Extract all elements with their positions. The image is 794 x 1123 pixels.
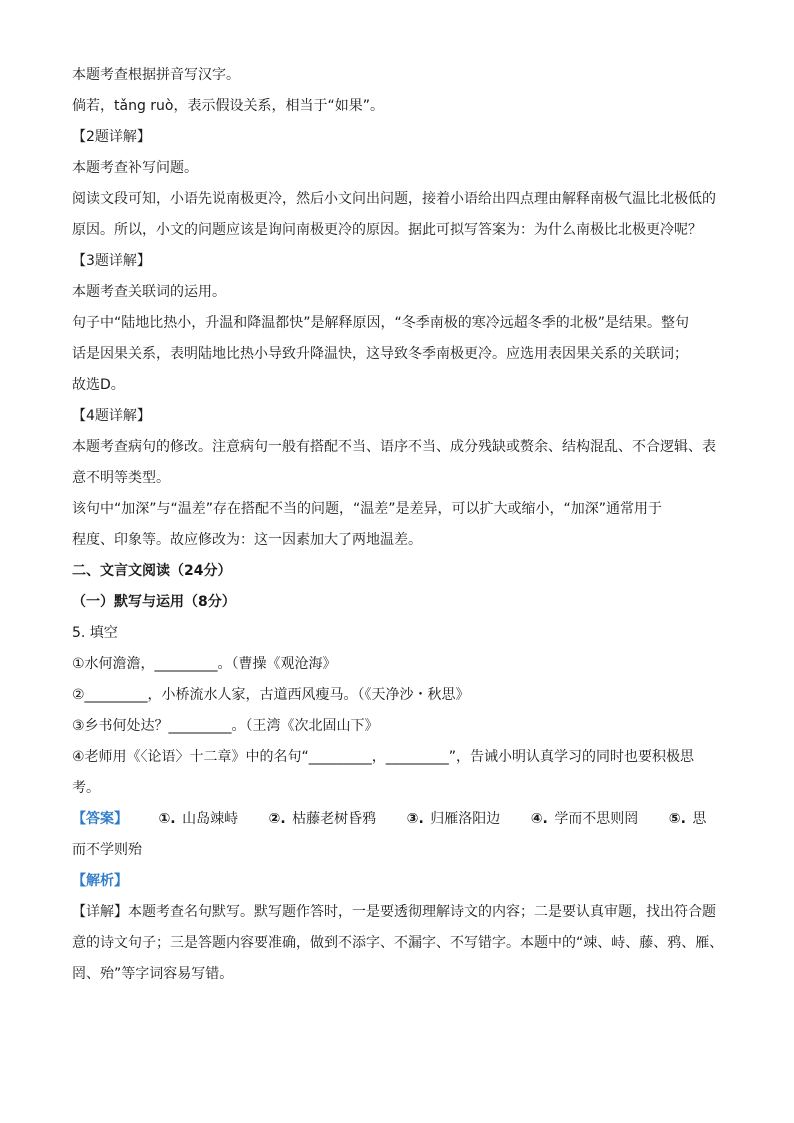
text-line: 本题考查关联词的运用。 [72, 284, 226, 300]
answer-item [158, 804, 238, 835]
analysis-label: 【解析】 [72, 873, 128, 889]
text-line: 罔、殆”等字词容易写错。 [72, 966, 234, 982]
subpart-heading: （一）默写与运用（8分） [72, 594, 236, 610]
question-title: 5. 填空 [72, 625, 118, 641]
text-line: 阅读文段可知，小语先说南极更冷，然后小文问出问题，接着小语给出四点理由解释南极气温比北极低的 [72, 191, 716, 207]
text-line: 意不明等类型。 [72, 470, 170, 486]
answer-row [72, 804, 732, 835]
answer-item [669, 804, 707, 835]
answer-text: 学而不思则罔 [554, 811, 639, 827]
answer-item [531, 804, 639, 835]
fill-blank-item: ②_________，小桥流水人家，古道西风瘦马。（《天净沙・秋思》 [72, 687, 470, 703]
answer-item [407, 804, 501, 835]
fill-blank-item: ③乡书何处达？_________。（王湾《次北固山下》 [72, 718, 379, 734]
answer-text: 思 [692, 811, 707, 827]
text-line: 倘若，tǎng ruò，表示假设关系，相当于“如果”。 [72, 98, 384, 114]
answer-number: ⑤. [668, 811, 686, 827]
answer-text: 山岛竦峙 [182, 811, 239, 827]
text-line: 意的诗文句子；三是答题内容要准确，做到不添字、不漏字、不写错字。本题中的“竦、峙、藤、鸦、雁、 [72, 935, 724, 951]
section-heading-q3: 【3题详解】 [72, 253, 151, 269]
text-line: 【详解】本题考查名句默写。默写题作答时，一是要透彻理解诗文的内容；二是要认真审题，找出符合题 [72, 904, 716, 920]
answer-label: 【答案】 [72, 811, 128, 827]
text-line: 该句中“加深”与“温差”存在搭配不当的问题，“温差”是差异，可以扩大或缩小，“加深”通常用于 [72, 501, 663, 517]
document-page [72, 60, 732, 990]
text-line: 程度、印象等。故应修改为：这一因素加大了两地温差。 [72, 532, 422, 548]
answer-number: ④. [530, 811, 548, 827]
answer-text: 归雁洛阳边 [430, 811, 501, 827]
answer-continuation: 而不学则殆 [72, 842, 142, 858]
fill-blank-item: ①水何澹澹，_________。（曹操《观沧海》 [72, 656, 337, 672]
text-line: 本题考查补写问题。 [72, 160, 198, 176]
text-line: 本题考查根据拼音写汉字。 [72, 67, 240, 83]
part-heading: 二、文言文阅读（24分） [72, 563, 232, 579]
text-line: 原因。所以，小文的问题应该是询问南极更冷的原因。据此可拟写答案为：为什么南极比北极更冷呢？ [72, 222, 702, 238]
answer-number: ③. [406, 811, 424, 827]
text-line: 句子中“陆地比热小，升温和降温都快”是解释原因，“冬季南极的寒冷远超冬季的北极”是结果。整句 [72, 315, 690, 331]
answer-number: ②. [268, 811, 286, 827]
answer-number: ①. [158, 811, 176, 827]
section-heading-q4: 【4题详解】 [72, 408, 151, 424]
answer-text: 枯藤老树昏鸦 [292, 811, 377, 827]
fill-blank-item: ④老师用《〈论语〉十二章》中的名句“_________，_________”，告诫小明认真学习的同时也要积极思 [72, 749, 695, 765]
text-line: 话是因果关系，表明陆地比热小导致升降温快，这导致冬季南极更冷。应选用表因果关系的关联词； [72, 346, 688, 362]
answer-item [269, 804, 377, 835]
section-heading-q2: 【2题详解】 [72, 129, 151, 145]
text-line: 本题考查病句的修改。注意病句一般有搭配不当、语序不当、成分残缺或赘余、结构混乱、不合逻辑、表 [72, 439, 716, 455]
text-line: 故选D。 [72, 377, 125, 393]
text-line: 考。 [72, 780, 100, 796]
